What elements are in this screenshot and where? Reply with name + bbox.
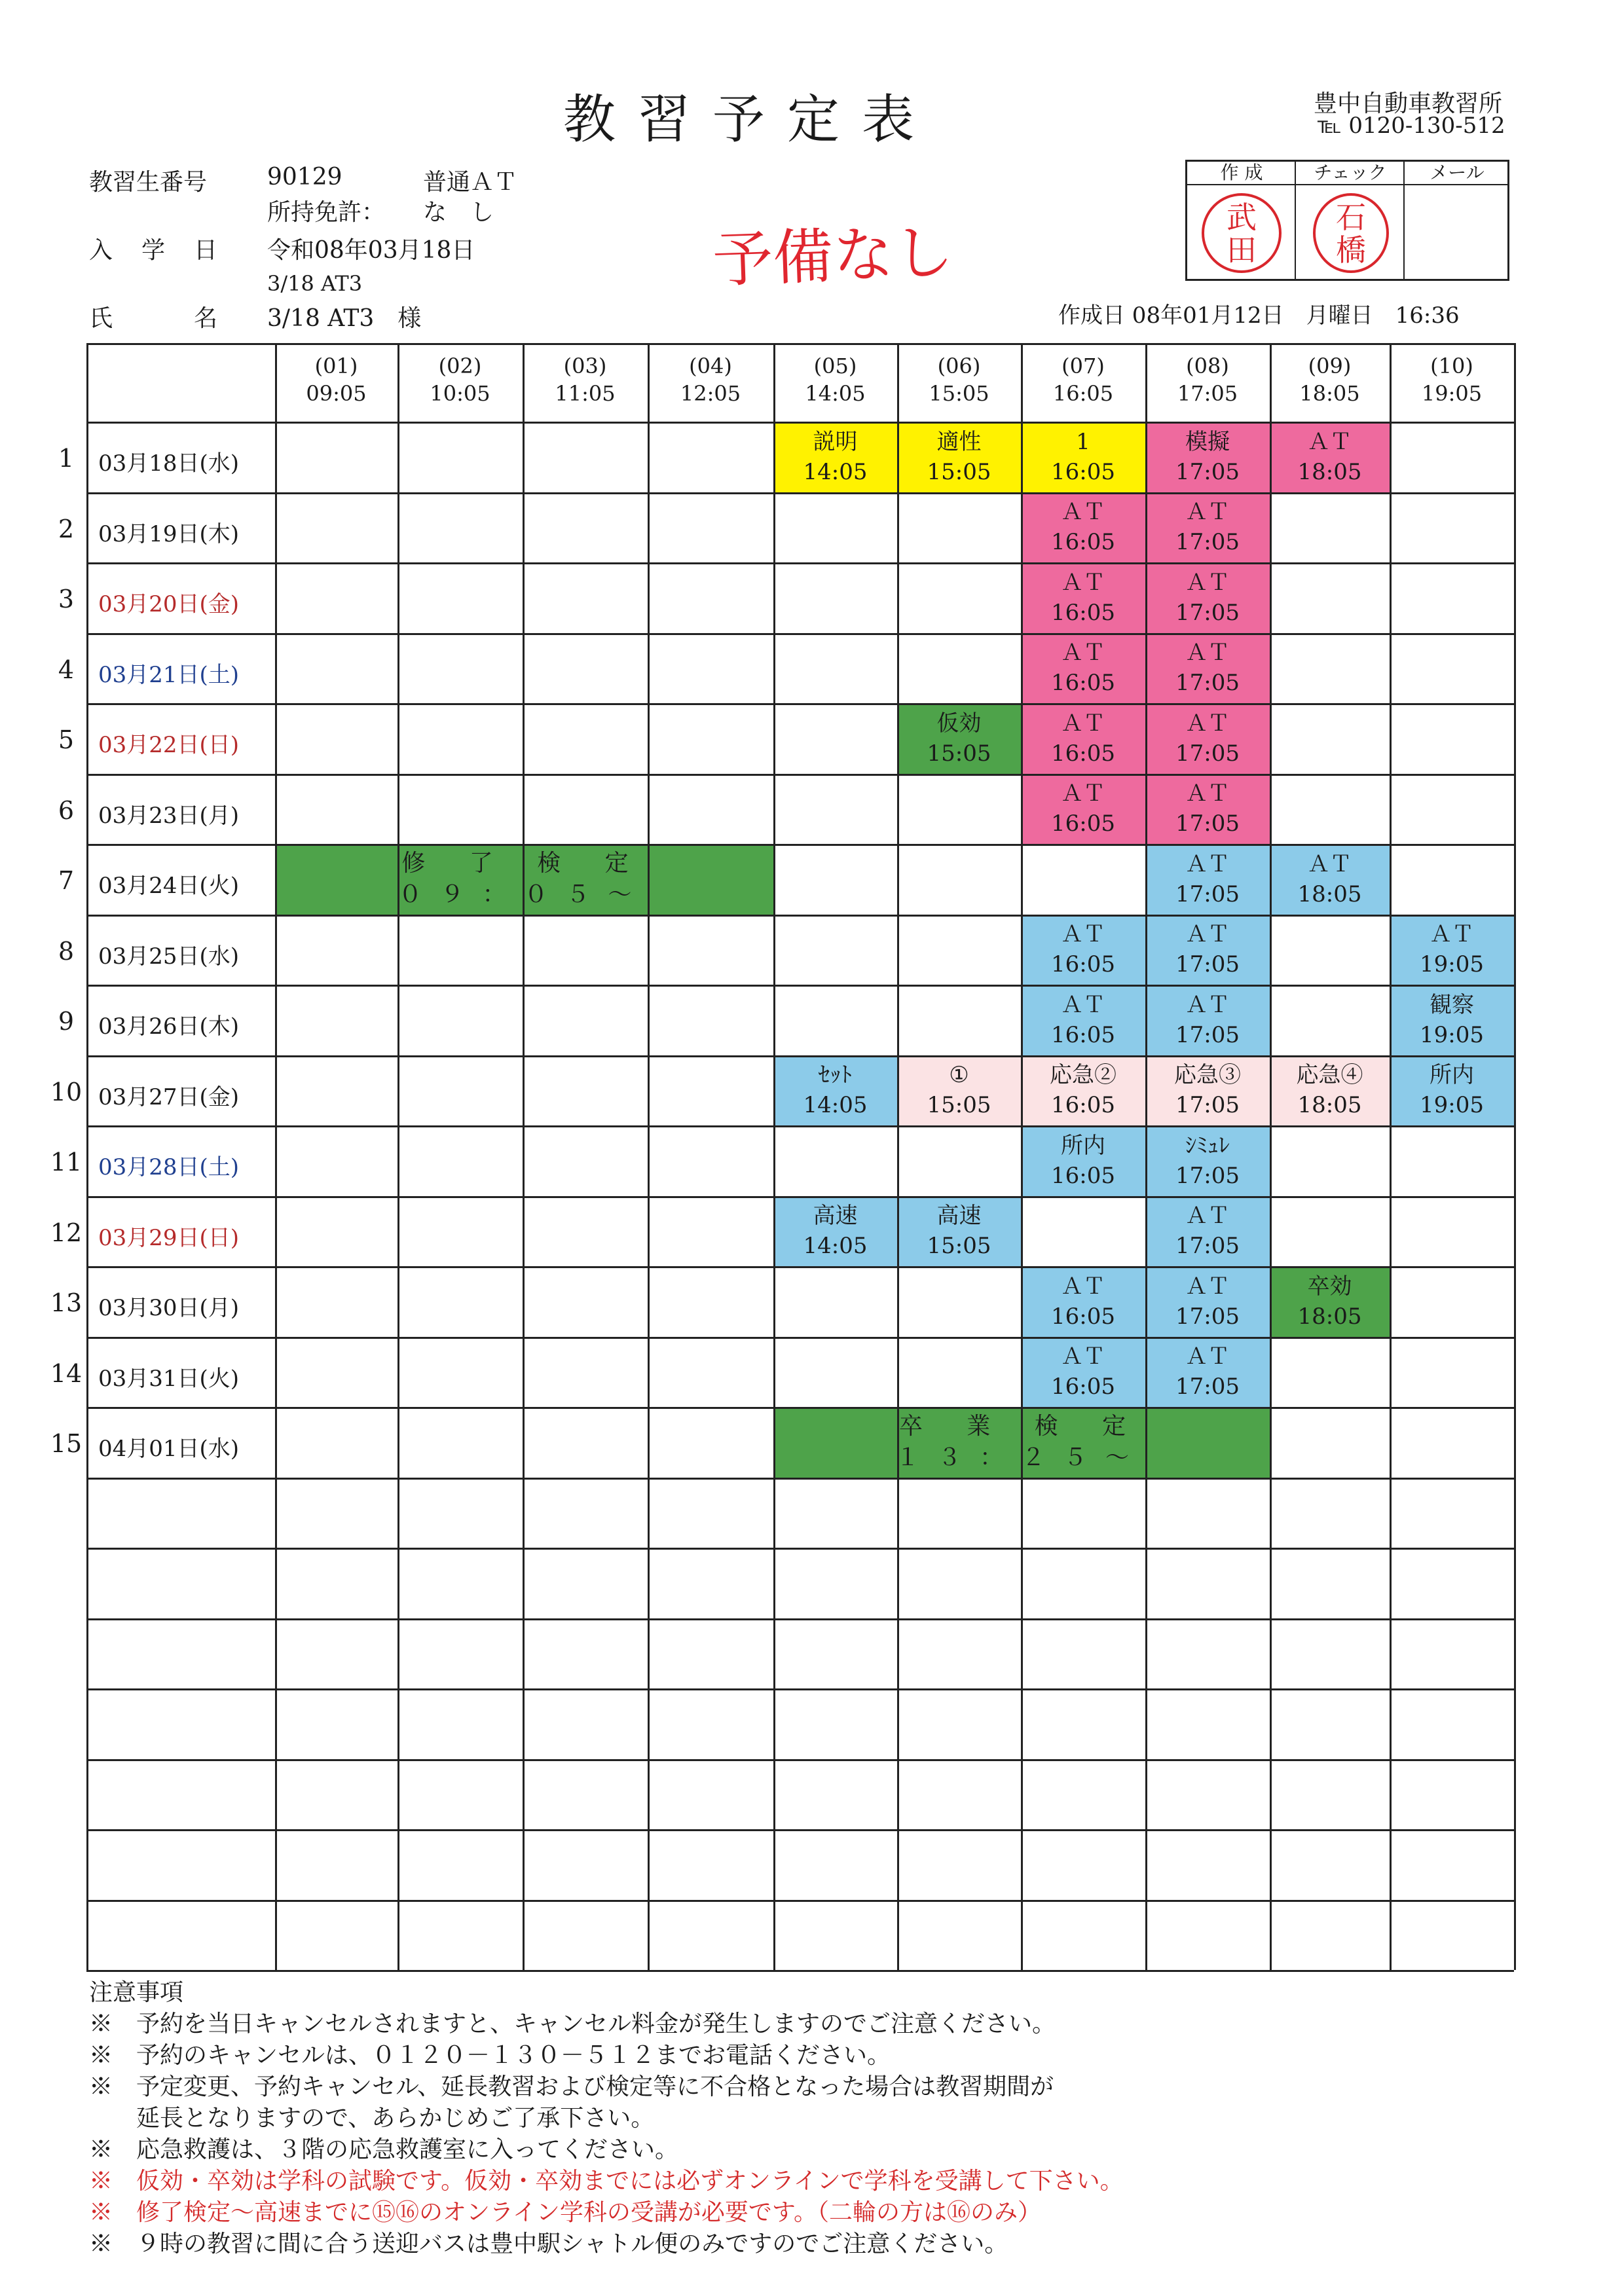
license-label: 所持免許： <box>267 199 386 226</box>
cell-label: 所内 <box>1061 1132 1105 1159</box>
cell-label: ＡＴ <box>1185 499 1230 526</box>
grid-hline <box>86 1407 1514 1409</box>
cell-time: 17:05 <box>1175 811 1240 837</box>
grid-vline <box>86 343 88 1970</box>
schedule-cell <box>1145 844 1270 915</box>
cell-time: 17:05 <box>1175 951 1240 978</box>
row-number: 1 <box>58 444 75 473</box>
schedule-cell <box>1145 1125 1270 1196</box>
cell-time: 16:05 <box>1051 811 1115 837</box>
cell-time: 16:05 <box>1051 670 1115 697</box>
period-header <box>897 352 1021 407</box>
handwritten-memo: 予備なし <box>711 217 955 296</box>
cell-label: 適性 <box>936 428 982 455</box>
cell-time: 15:05 <box>927 1233 991 1260</box>
stamp-divider <box>1295 162 1296 279</box>
grid-hline <box>86 844 1514 846</box>
schedule-cell <box>1390 915 1514 985</box>
row-number: 9 <box>58 1007 75 1036</box>
name-label: 氏 名 <box>89 305 221 332</box>
cell-label: ＡＴ <box>1061 780 1105 807</box>
grid-vline <box>397 343 399 1970</box>
cell-label: ＡＴ <box>1307 428 1352 455</box>
grid-hline <box>86 1478 1514 1480</box>
cell-label: ＡＴ <box>1061 569 1105 596</box>
cell-time: 18:05 <box>1297 881 1362 907</box>
schedule-cell <box>773 422 897 492</box>
schedule-cell <box>1021 774 1145 845</box>
row-number: 13 <box>50 1288 83 1317</box>
cell-time: 17:05 <box>1175 1233 1240 1260</box>
schedule-cell <box>1021 1055 1145 1126</box>
schedule-cell <box>1021 915 1145 985</box>
cell-time: 17:05 <box>1175 458 1240 485</box>
schedule-cell <box>1021 1125 1145 1196</box>
period-header <box>773 352 897 407</box>
stamp-box <box>1185 160 1509 281</box>
period-header <box>1390 352 1514 407</box>
row-number: 11 <box>50 1148 83 1176</box>
name-value: 3/18 AT3 様 <box>267 305 422 332</box>
schedule-cell <box>1021 985 1145 1055</box>
cell-label: 高速 <box>813 1203 858 1230</box>
period-time: 12:05 <box>680 381 741 406</box>
note-item: ※ 修了検定～高速までに⑮⑯のオンライン学科の受講が必要です。（二輪の方は⑯のみ） <box>89 2199 1042 2226</box>
cell-label: ＡＴ <box>1185 1343 1230 1370</box>
row-date: 03月29日(日) <box>98 1224 240 1251</box>
schedule-cell <box>897 1055 1021 1126</box>
row-number: 15 <box>50 1429 83 1458</box>
schedule-cell <box>1021 492 1145 563</box>
cell-time: 14:05 <box>803 1092 868 1119</box>
cell-label: 応急④ <box>1296 1062 1363 1089</box>
row-date: 03月18日(水) <box>98 450 240 477</box>
grid-vline <box>648 343 650 1970</box>
period-time: 09:05 <box>306 381 367 406</box>
period-number: (09) <box>1308 354 1352 378</box>
notes-heading: 注意事項 <box>89 1979 184 2006</box>
cell-time: 14:05 <box>803 1233 868 1260</box>
period-number: (05) <box>813 354 857 378</box>
seal-ishibashi: 石橋 <box>1313 193 1389 273</box>
cell-label: 1 <box>1076 428 1090 455</box>
cell-label: ＡＴ <box>1061 921 1105 948</box>
cell-time: 15:05 <box>927 458 991 485</box>
cell-time: 19:05 <box>1420 1092 1484 1119</box>
period-time: 11:05 <box>555 381 616 406</box>
grid-hline <box>86 1618 1514 1620</box>
cell-time: 16:05 <box>1051 1162 1115 1189</box>
grid-hline <box>86 1337 1514 1339</box>
schedule-cell <box>1021 1337 1145 1408</box>
student-sub-line: 3/18 AT3 <box>267 271 363 296</box>
period-time: 10:05 <box>430 381 490 406</box>
schedule-cell <box>1145 633 1270 704</box>
cell-label: 模擬 <box>1185 428 1230 455</box>
cell-label: ＡＴ <box>1185 850 1230 877</box>
page-title: 教習予定表 <box>563 89 936 150</box>
period-header <box>275 352 397 407</box>
seal-takeda: 武田 <box>1202 193 1282 273</box>
schedule-cell <box>1145 1266 1270 1337</box>
grid-hline <box>86 1055 1514 1057</box>
cell-time: 18:05 <box>1297 1303 1362 1330</box>
schedule-cell <box>1145 915 1270 985</box>
cell-time: 15:05 <box>927 740 991 767</box>
cell-time: 17:05 <box>1175 1092 1240 1119</box>
note-item: ※ 予約を当日キャンセルされますと、キャンセル料金が発生しますのでご注意ください。 <box>89 2011 1056 2037</box>
period-time: 15:05 <box>929 381 989 406</box>
schedule-cell <box>897 703 1021 774</box>
cell-label: ｾｯﾄ <box>819 1062 852 1089</box>
entry-date-label: 入 学 日 <box>89 237 221 264</box>
period-number: (02) <box>438 354 482 378</box>
grid-hline <box>86 1548 1514 1550</box>
schedule-cell <box>1021 422 1145 492</box>
period-time: 14:05 <box>805 381 866 406</box>
row-date: 03月22日(日) <box>98 732 240 758</box>
cell-time: 14:05 <box>803 458 868 485</box>
cell-label: ＡＴ <box>1307 850 1352 877</box>
period-header <box>1021 352 1145 407</box>
schedule-cell <box>1145 703 1270 774</box>
row-date: 03月28日(土) <box>98 1154 240 1180</box>
stamp-col-mail: メール <box>1405 162 1509 185</box>
grid-vline <box>1270 343 1272 1970</box>
notes-list <box>89 2009 1530 2260</box>
schedule-cell <box>1145 492 1270 563</box>
cell-time: 19:05 <box>1420 1021 1484 1048</box>
period-number: (06) <box>937 354 981 378</box>
row-date: 03月24日(火) <box>98 873 240 899</box>
school-tel: ℡ 0120-130-512 <box>1318 113 1505 139</box>
schedule-cell <box>1145 1055 1270 1126</box>
grid-hline <box>86 492 1514 494</box>
grid-hline <box>86 562 1514 564</box>
row-number: 12 <box>50 1218 83 1247</box>
grid-hline <box>86 1196 1514 1198</box>
grid-hline <box>86 633 1514 635</box>
grid-hline <box>86 1759 1514 1761</box>
schedule-cell <box>1145 562 1270 633</box>
grid-hline <box>86 343 1514 345</box>
row-number: 10 <box>50 1077 83 1106</box>
row-number: 7 <box>58 866 75 895</box>
cell-time: 17:05 <box>1175 529 1240 556</box>
grid-hline <box>86 1688 1514 1690</box>
cell-label: 応急③ <box>1174 1062 1241 1089</box>
license-value: な し <box>423 199 494 226</box>
note-item: ※ 仮効・卒効は学科の試験です。仮効・卒効までには必ずオンラインで学科を受講して下さい。 <box>89 2168 1124 2195</box>
cell-label: ＡＴ <box>1061 1273 1105 1300</box>
course-type: 普通ＡＴ <box>423 169 518 196</box>
schedule-cell <box>1145 1196 1270 1267</box>
cell-label: ＡＴ <box>1185 991 1230 1018</box>
schedule-cell <box>1021 703 1145 774</box>
grid-hline <box>86 774 1514 776</box>
schedule-cell <box>1270 422 1390 492</box>
cell-label: ＡＴ <box>1061 1343 1105 1370</box>
grid-hline <box>86 915 1514 917</box>
stamp-divider <box>1403 162 1405 279</box>
cell-label: ＡＴ <box>1185 780 1230 807</box>
cell-label: ＡＴ <box>1185 710 1230 737</box>
period-header <box>397 352 523 407</box>
cell-label: ＡＴ <box>1061 499 1105 526</box>
cell-label: ＡＴ <box>1185 569 1230 596</box>
grid-vline <box>897 343 899 1970</box>
grid-hline <box>86 703 1514 705</box>
cell-label: 仮効 <box>936 710 982 737</box>
cell-time: 17:05 <box>1175 1021 1240 1048</box>
cell-label: ＡＴ <box>1061 710 1105 737</box>
note-item: ※ 予約のキャンセルは、０１２０－１３０－５１２までお電話ください。 <box>89 2042 891 2069</box>
row-date: 03月31日(火) <box>98 1365 240 1392</box>
grid-vline <box>1145 343 1147 1970</box>
row-date: 04月01日(水) <box>98 1436 240 1462</box>
row-date: 03月19日(木) <box>98 520 240 547</box>
cell-label: ＡＴ <box>1185 1203 1230 1230</box>
schedule-cell <box>1270 844 1390 915</box>
cell-label: ＡＴ <box>1185 921 1230 948</box>
exam-band-label: 卒 業 検 定 <box>898 1412 1145 1440</box>
row-number: 5 <box>58 725 75 754</box>
grid-vline <box>1021 343 1023 1970</box>
created-date: 作成日 08年01月12日 月曜日 16:36 <box>1058 302 1460 329</box>
period-number: (08) <box>1186 354 1229 378</box>
cell-label: 卒効 <box>1307 1273 1352 1300</box>
period-number: (01) <box>314 354 358 378</box>
row-number: 6 <box>58 795 75 825</box>
period-header <box>1270 352 1390 407</box>
schedule-cell <box>773 1196 897 1267</box>
period-header <box>648 352 773 407</box>
cell-time: 17:05 <box>1175 599 1240 626</box>
row-number: 14 <box>50 1358 83 1388</box>
grid-hline <box>86 985 1514 987</box>
entry-date-value: 令和08年03月18日 <box>267 237 475 264</box>
notes-section <box>89 1977 1530 2260</box>
cell-time: 16:05 <box>1051 1303 1115 1330</box>
cell-time: 17:05 <box>1175 881 1240 907</box>
period-number: (07) <box>1061 354 1105 378</box>
row-date: 03月23日(月) <box>98 802 240 829</box>
cell-time: 16:05 <box>1051 740 1115 767</box>
stamp-col-created: 作 成 <box>1187 162 1296 185</box>
cell-time: 16:05 <box>1051 458 1115 485</box>
row-number: 2 <box>58 514 75 543</box>
row-date: 03月26日(木) <box>98 1013 240 1040</box>
cell-time: 18:05 <box>1297 458 1362 485</box>
cell-time: 16:05 <box>1051 951 1115 978</box>
student-id-value: 90129 <box>267 164 342 191</box>
note-item: ※ 応急救護は、３階の応急救護室に入ってください。 <box>89 2136 679 2163</box>
schedule-cell <box>1390 1055 1514 1126</box>
cell-label: ① <box>949 1062 969 1089</box>
row-date: 03月25日(水) <box>98 943 240 970</box>
cell-label: ＡＴ <box>1185 1273 1230 1300</box>
cell-label: ＡＴ <box>1061 640 1105 666</box>
period-time: 19:05 <box>1421 381 1483 406</box>
row-date: 03月21日(土) <box>98 661 240 688</box>
exam-band-time: １３：２５～ <box>895 1444 1147 1471</box>
cell-time: 17:05 <box>1175 1374 1240 1400</box>
row-number: 3 <box>58 585 75 613</box>
note-item: ※ 予定変更、予約キャンセル、延長教習および検定等に不合格となった場合は教習期間が <box>89 2073 1054 2100</box>
schedule-cell <box>1270 1055 1390 1126</box>
cell-time: 16:05 <box>1051 1374 1115 1400</box>
grid-hline <box>86 1266 1514 1268</box>
cell-time: 17:05 <box>1175 740 1240 767</box>
stamp-col-check: チェック <box>1296 162 1405 185</box>
cell-label: 説明 <box>813 428 858 455</box>
cell-label: 観察 <box>1430 991 1474 1018</box>
period-header <box>523 352 648 407</box>
row-number: 8 <box>58 936 75 966</box>
cell-time: 17:05 <box>1175 670 1240 697</box>
schedule-cell <box>1021 562 1145 633</box>
period-number: (03) <box>563 354 607 378</box>
period-time: 17:05 <box>1177 381 1238 406</box>
cell-time: 16:05 <box>1051 1021 1115 1048</box>
cell-label: ＡＴ <box>1185 640 1230 666</box>
cell-label: ｼﾐｭﾚ <box>1185 1132 1230 1159</box>
schedule-cell <box>773 1055 897 1126</box>
grid-vline <box>773 343 775 1970</box>
grid-hline <box>86 422 1514 424</box>
cell-time: 18:05 <box>1297 1092 1362 1119</box>
period-header <box>1145 352 1270 407</box>
schedule-cell <box>897 422 1021 492</box>
schedule-cell <box>1390 985 1514 1055</box>
grid-hline <box>86 1829 1514 1831</box>
schedule-cell <box>1021 633 1145 704</box>
schedule-cell <box>1145 985 1270 1055</box>
row-date: 03月30日(月) <box>98 1295 240 1321</box>
note-item: ※ ９時の教習に間に合う送迎バスは豊中駅シャトル便のみですのでご注意ください。 <box>89 2231 1008 2257</box>
period-number: (10) <box>1430 354 1473 378</box>
grid-vline <box>1390 343 1392 1970</box>
cell-time: 16:05 <box>1051 1092 1115 1119</box>
cell-time: 15:05 <box>927 1092 991 1119</box>
period-number: (04) <box>689 354 732 378</box>
student-id-label: 教習生番号 <box>89 169 208 196</box>
period-time: 16:05 <box>1052 381 1114 406</box>
cell-label: 高速 <box>936 1203 982 1230</box>
exam-band-label: 修 了 検 定 <box>401 849 647 877</box>
note-item: 延長となりますので、あらかじめご了承下さい。 <box>89 2105 655 2132</box>
cell-time: 19:05 <box>1420 951 1484 978</box>
row-date: 03月27日(金) <box>98 1084 240 1110</box>
grid-vline <box>275 343 277 1970</box>
grid-hline <box>86 1125 1514 1127</box>
cell-label: ＡＴ <box>1061 991 1105 1018</box>
school-name: 豊中自動車教習所 <box>1314 90 1503 117</box>
exam-band-time: ０９：０５～ <box>398 881 650 908</box>
schedule-cell <box>1145 422 1270 492</box>
cell-time: 17:05 <box>1175 1303 1240 1330</box>
cell-time: 16:05 <box>1051 599 1115 626</box>
grid-hline <box>86 1970 1514 1972</box>
grid-vline <box>523 343 525 1970</box>
cell-time: 16:05 <box>1051 529 1115 556</box>
schedule-cell <box>1270 1266 1390 1337</box>
cell-time: 17:05 <box>1175 1162 1240 1189</box>
period-time: 18:05 <box>1299 381 1360 406</box>
schedule-cell <box>1145 1337 1270 1408</box>
grid-hline <box>86 1900 1514 1902</box>
cell-label: 応急② <box>1050 1062 1116 1089</box>
row-number: 4 <box>58 655 75 684</box>
grid-vline <box>1514 343 1516 1970</box>
schedule-cell <box>1021 1266 1145 1337</box>
schedule-grid <box>86 343 1514 1973</box>
cell-label: ＡＴ <box>1430 921 1474 948</box>
schedule-cell <box>1145 774 1270 845</box>
cell-label: 所内 <box>1430 1062 1474 1089</box>
row-date: 03月20日(金) <box>98 591 240 617</box>
schedule-cell <box>897 1196 1021 1267</box>
